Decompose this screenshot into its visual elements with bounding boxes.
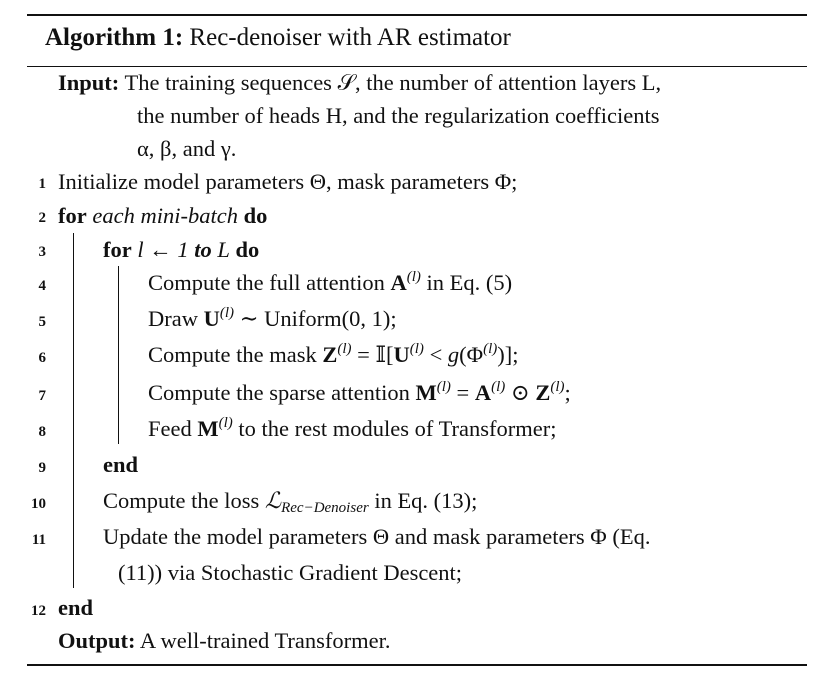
input-text-1: The training sequences 𝒮, the number of attention layers L,: [124, 70, 662, 95]
step-text: in Eq. (13);: [368, 488, 478, 513]
step-text: Draw: [148, 306, 204, 331]
step-text: in Eq. (5): [420, 270, 513, 295]
step-4: [148, 269, 513, 295]
top-rule: [27, 14, 807, 16]
step-2: [58, 205, 267, 228]
line-number: 9: [38, 460, 46, 476]
matrix-symbol: U: [203, 306, 220, 331]
keyword-do: do: [235, 237, 260, 262]
keyword-for: for: [58, 203, 87, 228]
step-text: = 𝕀[: [351, 342, 394, 367]
superscript: (l): [218, 415, 233, 431]
loop-start: l ← 1: [137, 237, 189, 262]
function-symbol: g: [447, 342, 460, 367]
matrix-symbol: U: [393, 342, 410, 367]
step-text: )];: [497, 342, 519, 367]
step-text: ∼ Uniform(0, 1);: [234, 306, 397, 331]
keyword-for: for: [103, 237, 132, 262]
matrix-symbol: Z: [322, 342, 338, 367]
superscript: (l): [337, 341, 352, 357]
line-number: 7: [38, 388, 46, 404]
matrix-symbol: A: [474, 380, 492, 405]
keyword-to: to: [194, 237, 212, 262]
superscript: (l): [219, 305, 235, 321]
matrix-symbol: M: [415, 380, 437, 405]
line-number: 11: [31, 532, 46, 548]
step-10: [103, 488, 478, 516]
inner-loop-indent-bar: [118, 266, 119, 444]
step-1: Initialize model parameters Θ, mask parameters Φ;: [58, 169, 518, 194]
step-8: [148, 415, 557, 441]
line-number: 12: [31, 603, 46, 619]
input-label: Input:: [58, 70, 120, 95]
title-rule: [27, 66, 807, 67]
loss-symbol: ℒ: [264, 488, 282, 514]
line-number: 2: [38, 210, 46, 226]
algorithm-name: Rec-denoiser with AR estimator: [189, 24, 511, 51]
output-line: [58, 630, 391, 653]
line-number: 5: [38, 314, 46, 330]
superscript: (l): [409, 341, 424, 357]
line-number: 1: [38, 176, 46, 192]
step-9: [103, 454, 138, 477]
superscript: (l): [491, 379, 506, 395]
loop-end: L: [217, 237, 230, 262]
step-text: <: [423, 342, 448, 367]
step-text: Feed: [148, 416, 198, 441]
superscript: (l): [483, 341, 498, 357]
input-line-3: α, β, and γ.: [137, 136, 237, 161]
algorithm-title: [45, 24, 511, 52]
output-label: Output:: [58, 628, 136, 653]
step-12: [58, 597, 93, 620]
line-number: 6: [38, 350, 46, 366]
step-text: Compute the sparse attention: [148, 380, 416, 405]
subscript: Rec−Denoiser: [281, 500, 369, 516]
step-text: Compute the full attention: [148, 270, 391, 295]
step-text: to the rest modules of Transformer;: [232, 416, 557, 441]
bottom-rule: [27, 664, 807, 666]
superscript: (l): [406, 269, 421, 285]
superscript: (l): [436, 379, 451, 395]
step-7: [148, 379, 571, 405]
keyword-end: end: [103, 452, 139, 477]
step-text: Compute the loss: [103, 488, 265, 513]
step-5: [148, 305, 397, 331]
matrix-symbol: Z: [535, 380, 551, 405]
step-text: ⊙: [505, 380, 536, 405]
step-text: Compute the mask: [148, 342, 323, 367]
matrix-symbol: A: [390, 270, 407, 295]
step-11-continuation: (11)) via Stochastic Gradient Descent;: [118, 560, 463, 585]
step-11: Update the model parameters Θ and mask parameters Φ (Eq.: [103, 524, 651, 549]
line-number: 10: [31, 496, 46, 512]
line-number: 8: [38, 424, 46, 440]
input-line-1: [58, 72, 661, 95]
input-line-2: the number of heads H, and the regularization coefficients: [137, 103, 660, 128]
matrix-symbol: M: [197, 416, 219, 441]
algorithm-label: Algorithm 1:: [45, 24, 184, 51]
step-text: ;: [564, 380, 571, 405]
step-text: (Φ: [459, 342, 484, 367]
superscript: (l): [550, 379, 565, 395]
line-number: 4: [38, 278, 46, 294]
line-number: 3: [38, 244, 46, 260]
output-text: A well-trained Transformer.: [139, 628, 391, 653]
keyword-do: do: [243, 203, 268, 228]
keyword-end: end: [58, 595, 94, 620]
step-3: [103, 239, 259, 262]
step-text: =: [450, 380, 475, 405]
loop-condition: each mini-batch: [92, 203, 238, 228]
step-6: [148, 341, 519, 367]
outer-loop-indent-bar: [73, 233, 74, 588]
